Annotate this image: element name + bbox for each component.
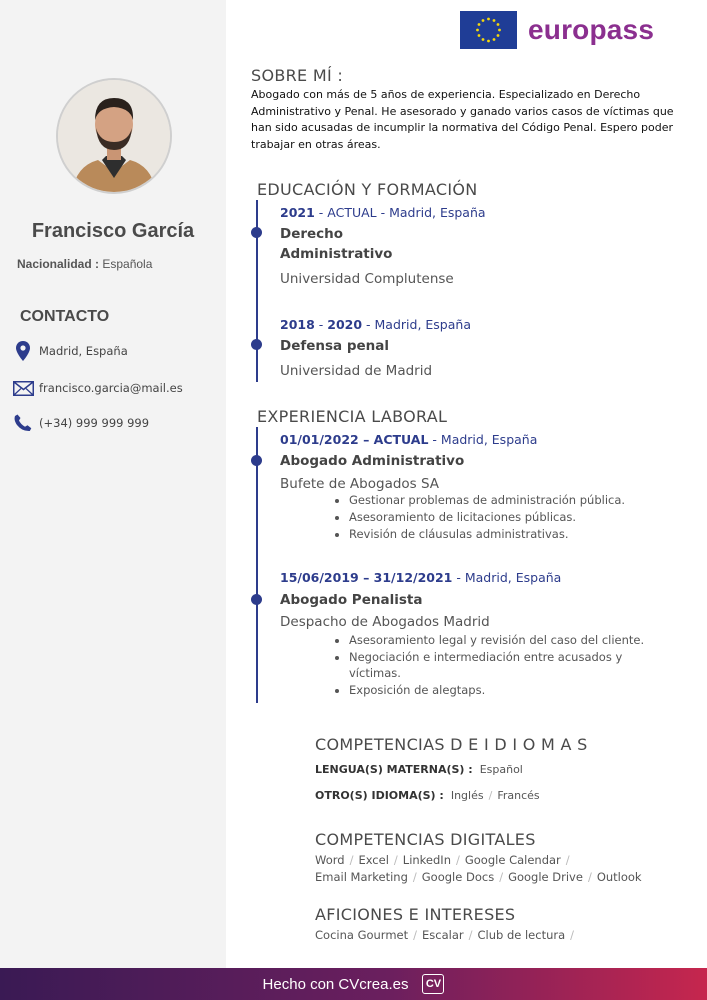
skill-tag: Word [315, 853, 345, 867]
task-item: • Revisión de cláusulas administrativas. [349, 527, 659, 543]
timeline-dot [251, 455, 262, 466]
skill-tag: LinkedIn [402, 853, 451, 867]
contact-email-text[interactable]: francisco.garcia@mail.es [39, 381, 183, 395]
education-start: 2021 [280, 205, 315, 220]
experience-timeline [256, 427, 258, 703]
mail-icon [12, 377, 34, 399]
contact-phone-text[interactable]: (+34) 999 999 999 [39, 416, 150, 430]
other-languages: OTRO(S) IDIOMA(S) : Inglés / Francés [315, 789, 540, 802]
digital-skills [315, 852, 675, 886]
location-icon [12, 340, 34, 362]
nationality-label: Nacionalidad : [17, 257, 100, 271]
profile-name: Francisco García [31, 220, 195, 242]
education-sep: - [314, 205, 328, 220]
task-item: • Asesoramiento de licitaciones públicas. [349, 510, 659, 526]
timeline-dot [251, 594, 262, 605]
nationality [17, 257, 152, 271]
experience-date-range: 01/01/2022 – ACTUAL [280, 432, 429, 447]
experience-tasks [330, 493, 659, 544]
europass-logo [460, 11, 654, 49]
hobby-tag: Escalar [422, 928, 464, 942]
skill-tag: Email Marketing [315, 870, 408, 884]
degree-line: Administrativo [280, 246, 393, 262]
education-place: - Madrid, España [362, 317, 471, 332]
experience-role: Abogado Administrativo [280, 453, 465, 469]
eu-flag-icon [460, 11, 517, 49]
other-languages-label: OTRO(S) IDIOMA(S) : [315, 789, 444, 802]
phone-icon [12, 412, 34, 434]
contact-phone[interactable] [12, 411, 149, 435]
about-text: Abogado con más de 5 años de experiencia. Especializado en Derecho Administrativo y Penal. He asesorado y ganado varios casos de víctimas que han sido acusadas de incumplir la normativa del Código Penal. Espero poder trabajar en otras áreas. [251, 88, 674, 151]
experience-dates [280, 432, 537, 447]
other-language: Inglés [450, 789, 484, 802]
experience-dates [280, 570, 561, 585]
experience-company: Despacho de Abogados Madrid [280, 614, 490, 630]
education-school: Universidad Complutense [280, 271, 454, 287]
task-item: • Gestionar problemas de administración pública. [349, 493, 659, 509]
contact-location-text: Madrid, España [39, 344, 128, 358]
skill-tag: Outlook [596, 870, 642, 884]
other-language: Francés [497, 789, 540, 802]
hobbies-title: AFICIONES E INTERESES [315, 905, 516, 924]
education-dates [280, 317, 471, 332]
experience-company: Bufete de Abogados SA [280, 476, 440, 492]
contact-email[interactable] [12, 376, 183, 400]
skill-tag: Google Docs [421, 870, 495, 884]
cv-logo-icon: CV [422, 974, 444, 994]
education-end: 2020 [327, 317, 363, 332]
experience-role: Abogado Penalista [280, 592, 423, 608]
experience-place: - Madrid, España [452, 570, 562, 585]
digital-skills-row: Email Marketing / Google Docs / Google Drive / Outlook [315, 870, 642, 884]
about-title: SOBRE MÍ : [251, 66, 344, 85]
education-title: EDUCACIÓN Y FORMACIÓN [257, 180, 478, 199]
native-languages [315, 763, 523, 776]
education-end: ACTUAL [327, 205, 377, 220]
education-sep: - [314, 317, 328, 332]
task-item: • Negociación e intermediación entre acusados y víctimas. [349, 650, 659, 681]
timeline-dot [251, 227, 262, 238]
hobby-tag: Cocina Gourmet [315, 928, 409, 942]
contact-location [12, 339, 128, 363]
education-place: - Madrid, España [376, 205, 486, 220]
experience-date-range: 15/06/2019 – 31/12/2021 [280, 570, 453, 585]
sidebar [0, 0, 226, 968]
skill-tag: Excel [358, 853, 389, 867]
europass-logo-text: europass [528, 14, 655, 45]
nationality-value: Española [102, 257, 153, 271]
experience-tasks [330, 633, 659, 700]
skill-tag: Google Calendar [464, 853, 561, 867]
education-degree: Defensa penal [280, 338, 390, 354]
degree-line: Derecho [280, 226, 344, 242]
footer-text[interactable]: Hecho con CVcrea.es [262, 975, 409, 993]
timeline-dot [251, 339, 262, 350]
native-language: Español [479, 763, 523, 776]
education-school: Universidad de Madrid [280, 363, 433, 379]
hobbies-list: Cocina Gourmet / Escalar / Club de lectura / [315, 928, 575, 942]
profile-photo [56, 78, 172, 194]
education-degree [280, 224, 392, 264]
task-item: • Exposición de alegtaps. [349, 683, 659, 699]
education-start: 2018 [280, 317, 315, 332]
experience-title: EXPERIENCIA LABORAL [257, 407, 448, 426]
languages-title: COMPETENCIAS D E I D I O M A S [315, 735, 588, 754]
experience-place: - Madrid, España [428, 432, 538, 447]
skill-tag: Google Drive [508, 870, 583, 884]
footer-banner[interactable] [0, 968, 707, 1000]
digital-skills-row: Word / Excel / LinkedIn / Google Calendar / [315, 853, 570, 867]
native-languages-label: LENGUA(S) MATERNA(S) : [315, 763, 473, 776]
contact-title: CONTACTO [20, 308, 110, 325]
education-dates [280, 205, 486, 220]
hobby-tag: Club de lectura [477, 928, 566, 942]
task-item: • Asesoramiento legal y revisión del caso del cliente. [349, 633, 659, 649]
digital-title: COMPETENCIAS DIGITALES [315, 830, 536, 849]
